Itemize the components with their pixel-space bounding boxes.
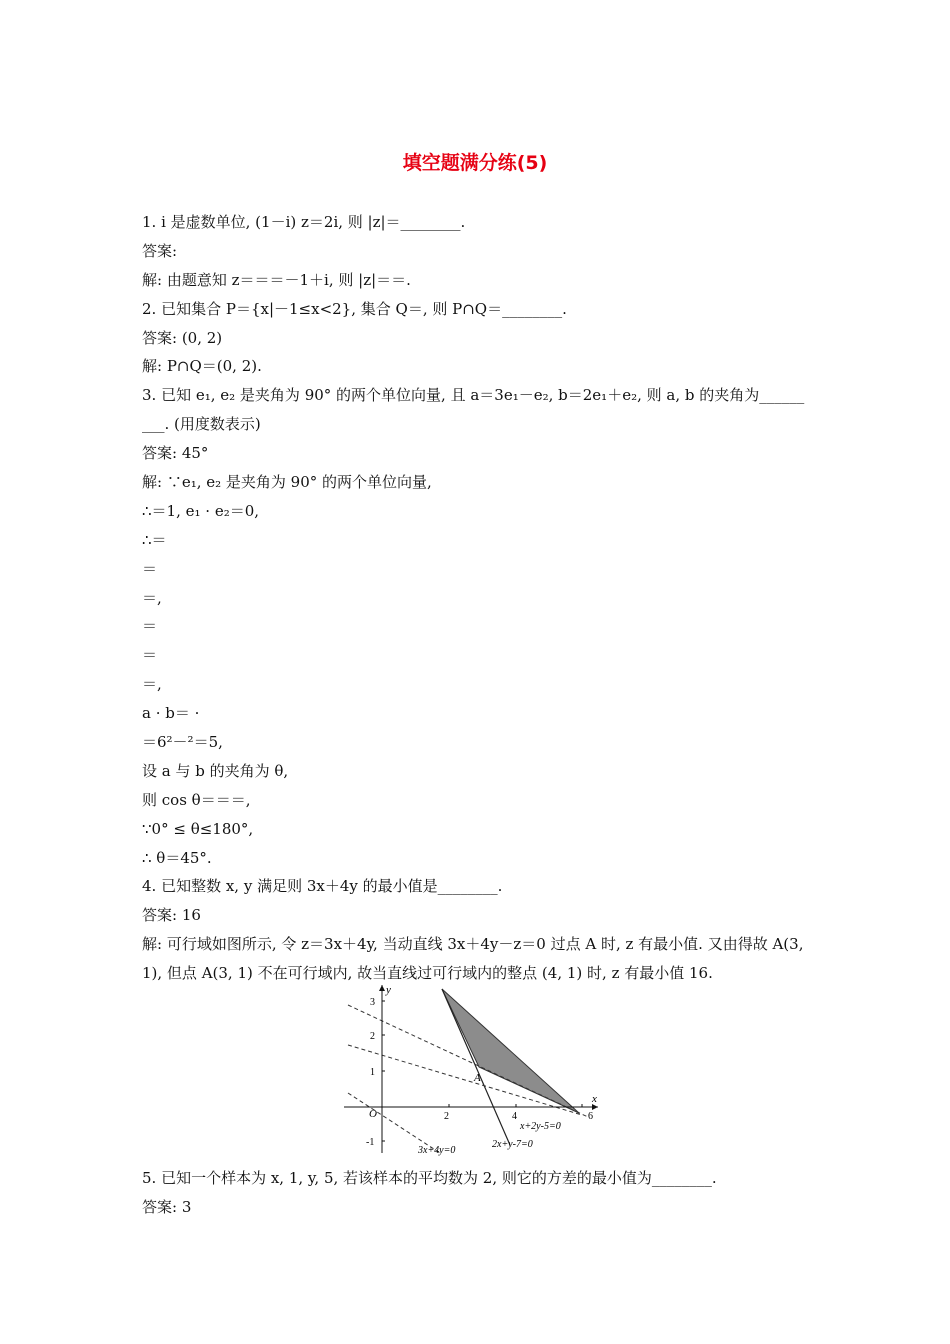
- y-tick-label: -1: [366, 1137, 375, 1148]
- point-a-label: A: [474, 1072, 481, 1084]
- line-label-3x-4y: 3x+4y=0: [418, 1145, 456, 1156]
- x-tick-label: 6: [588, 1111, 593, 1122]
- answer-2: 答案: (0, 2): [142, 328, 223, 347]
- page-title: 填空题满分练(5): [402, 152, 548, 174]
- answer-5: 答案: 3: [142, 1197, 192, 1216]
- solution-1: 解: 由题意知 z＝＝＝－1＋i, 则 |z|＝＝.: [142, 270, 411, 289]
- solution-3-step: ＝,: [142, 675, 162, 694]
- line-3x-4y-0: [348, 1093, 440, 1153]
- problem-3-cont: ___. (用度数表示): [142, 415, 261, 434]
- answer-1: 答案:: [142, 241, 178, 260]
- y-tick-label: 2: [370, 1031, 375, 1042]
- solution-3-step: a · b＝ ·: [142, 704, 200, 723]
- y-axis-arrow: [379, 985, 385, 991]
- y-axis-label: y: [386, 984, 391, 996]
- solution-3-step: ＝6²－²＝5,: [142, 733, 223, 752]
- x-axis-label: x: [592, 1093, 597, 1105]
- solution-3: 解: ∵e₁, e₂ 是夹角为 90° 的两个单位向量,: [142, 473, 432, 492]
- solution-3-step: 则 cos θ＝＝＝,: [142, 790, 251, 809]
- solution-3-step: ∴＝1, e₁ · e₂＝0,: [142, 501, 260, 520]
- answer-4: 答案: 16: [142, 906, 201, 925]
- problem-2: 2. 已知集合 P＝{x|－1≤x<2}, 集合 Q＝, 则 P∩Q＝________.: [142, 299, 567, 318]
- line-label-x-2y-5: x+2y-5=0: [520, 1121, 561, 1132]
- solution-3-step: ＝,: [142, 588, 162, 607]
- x-tick-label: 2: [444, 1111, 449, 1122]
- solution-3-step: 设 a 与 b 的夹角为 θ,: [142, 761, 289, 780]
- x-tick-label: 4: [512, 1111, 517, 1122]
- origin-label: O: [369, 1108, 377, 1120]
- problem-4: 4. 已知整数 x, y 满足则 3x＋4y 的最小值是________.: [142, 877, 503, 896]
- feasible-region-graph: [344, 983, 602, 1159]
- feasible-region-figure: [344, 983, 602, 1159]
- worked-solutions: [142, 208, 814, 988]
- solution-3-step: ∵0° ≤ θ≤180°,: [142, 819, 254, 838]
- solution-3-step: ＝: [142, 646, 158, 665]
- solution-2: 解: P∩Q＝(0, 2).: [142, 357, 262, 376]
- y-tick-label: 1: [370, 1067, 375, 1078]
- y-tick-label: 3: [370, 997, 375, 1008]
- problem-3: 3. 已知 e₁, e₂ 是夹角为 90° 的两个单位向量, 且 a＝3e₁－e₂, b＝2e₁＋e₂, 则 a, b 的夹角为______: [142, 386, 805, 405]
- answer-3: 答案: 45°: [142, 444, 209, 463]
- later-problems: [142, 1164, 814, 1222]
- line-label-2x-y-7: 2x+y-7=0: [492, 1139, 533, 1150]
- solution-3-step: ∴＝: [142, 530, 167, 549]
- feasible-region: [442, 989, 579, 1113]
- solution-3-step: ∴ θ＝45°.: [142, 848, 212, 867]
- problem-1: 1. i 是虚数单位, (1－i) z＝2i, 则 |z|＝________.: [142, 213, 466, 231]
- solution-3-step: ＝: [142, 559, 158, 578]
- line-3x-4y-parallel: [348, 1045, 582, 1115]
- problem-5: 5. 已知一个样本为 x, 1, y, 5, 若该样本的平均数为 2, 则它的方差的最小值为________.: [142, 1169, 717, 1187]
- solution-3-step: ＝: [142, 617, 158, 636]
- solution-4: 解: 可行域如图所示, 令 z＝3x＋4y, 当动直线 3x＋4y－z＝0 过点 A 时, z 有最小值. 又由得故 A(3, 1), 但点 A(3, 1) 不在可行域内, 故当直线过可行域内的整点 (4, 1) 时, z 有最小值 16.: [142, 935, 804, 983]
